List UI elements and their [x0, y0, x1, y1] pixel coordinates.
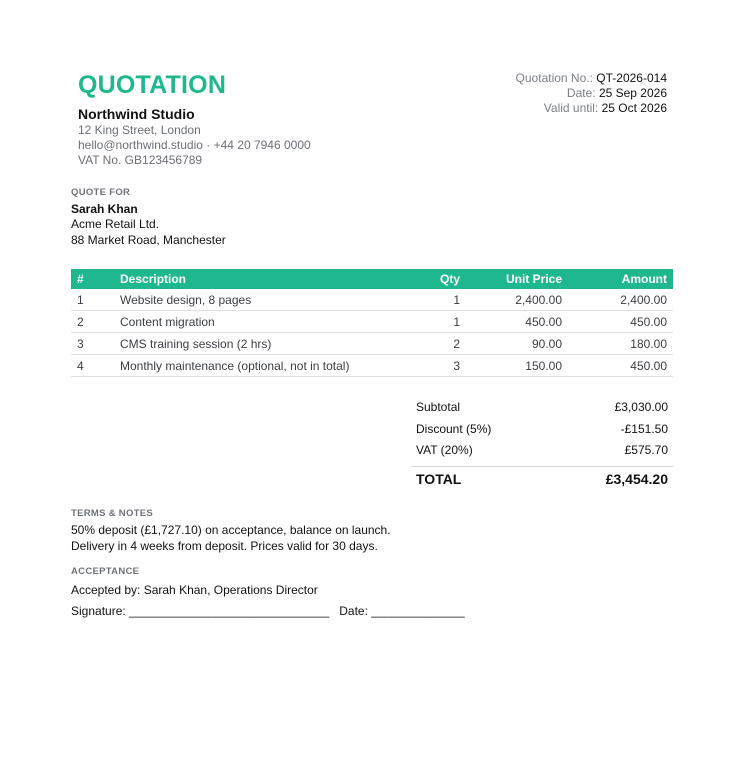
subtotal-label: Subtotal: [416, 400, 461, 414]
table-row: [71, 355, 673, 377]
quote-for-section: [71, 187, 371, 248]
quote-number-label: Quotation No.:: [515, 71, 593, 85]
discount-row: [411, 419, 673, 441]
table-row: [71, 333, 673, 355]
row-number: 3: [71, 333, 114, 355]
document-title: QUOTATION: [78, 71, 227, 99]
table-row: [71, 311, 673, 333]
client-address: 88 Market Road, Manchester: [71, 232, 226, 247]
quote-date-label: Date:: [566, 86, 596, 100]
subtotal-value: £3,030.00: [614, 400, 668, 414]
company-header: [78, 70, 418, 168]
totals-block: [411, 397, 673, 491]
company-address: 12 King Street, London: [78, 123, 201, 137]
row-number: 2: [71, 311, 114, 333]
row-unit-price: 2,400.00: [466, 289, 568, 311]
acceptance-label: ACCEPTANCE: [71, 566, 140, 577]
column-header-unit-price: Unit Price: [466, 269, 568, 289]
quote-for-label: QUOTE FOR: [71, 187, 131, 198]
row-unit-price: 90.00: [466, 333, 568, 355]
row-unit-price: 150.00: [466, 355, 568, 377]
accepted-by: Accepted by: Sarah Khan, Operations Director: [71, 583, 318, 597]
row-description: CMS training session (2 hrs): [114, 333, 394, 355]
row-qty: 3: [394, 355, 466, 377]
row-amount: 450.00: [568, 311, 673, 333]
row-number: 4: [71, 355, 114, 377]
vat-label: VAT (20%): [416, 443, 473, 457]
valid-until-row: [516, 101, 667, 116]
row-description: Website design, 8 pages: [114, 289, 394, 311]
line-items-table: [71, 269, 673, 377]
signature-line: Signature: ______________________________ Date: ______________: [71, 604, 465, 618]
quote-number-row: [516, 71, 667, 86]
column-header-description: Description: [114, 269, 394, 289]
terms-delivery-note: Delivery in 4 weeks from deposit. Prices valid for 30 days.: [71, 539, 378, 553]
grand-total-label: TOTAL: [416, 470, 462, 487]
valid-until-label: Valid until:: [543, 101, 599, 115]
terms-section: [71, 508, 631, 554]
quote-number-value: QT-2026-014: [596, 71, 667, 85]
table-header-row: [71, 269, 673, 289]
quote-date-row: [516, 86, 667, 101]
grand-total-value: £3,454.20: [605, 470, 668, 487]
discount-value: -£151.50: [620, 421, 668, 436]
row-amount: 450.00: [568, 355, 673, 377]
row-qty: 2: [394, 333, 466, 355]
row-description: Monthly maintenance (optional, not in total): [114, 355, 394, 377]
quote-meta: [516, 71, 667, 116]
valid-until-value: 25 Oct 2026: [601, 101, 667, 115]
row-qty: 1: [394, 289, 466, 311]
company-contact: hello@northwind.studio · +44 20 7946 0000: [78, 138, 311, 152]
acceptance-section: [71, 566, 631, 619]
column-header-qty: Qty: [394, 269, 466, 289]
column-header-number: #: [71, 269, 114, 289]
row-number: 1: [71, 289, 114, 311]
row-qty: 1: [394, 311, 466, 333]
column-header-amount: Amount: [568, 269, 673, 289]
row-unit-price: 450.00: [466, 311, 568, 333]
row-amount: 180.00: [568, 333, 673, 355]
vat-row: [411, 440, 673, 462]
company-vat-number: VAT No. GB123456789: [78, 153, 203, 167]
subtotal-row: [411, 397, 673, 419]
row-amount: 2,400.00: [568, 289, 673, 311]
client-company: Acme Retail Ltd.: [71, 217, 160, 231]
terms-deposit-note: 50% deposit (£1,727.10) on acceptance, balance on launch.: [71, 523, 391, 537]
quote-date-value: 25 Sep 2026: [598, 86, 667, 100]
vat-value: £575.70: [624, 443, 668, 457]
discount-label: Discount (5%): [416, 421, 492, 436]
company-name: Northwind Studio: [78, 106, 195, 122]
terms-label: TERMS & NOTES: [71, 508, 154, 519]
client-name: Sarah Khan: [71, 202, 138, 216]
row-description: Content migration: [114, 311, 394, 333]
grand-total-row: [411, 466, 673, 491]
table-row: [71, 289, 673, 311]
